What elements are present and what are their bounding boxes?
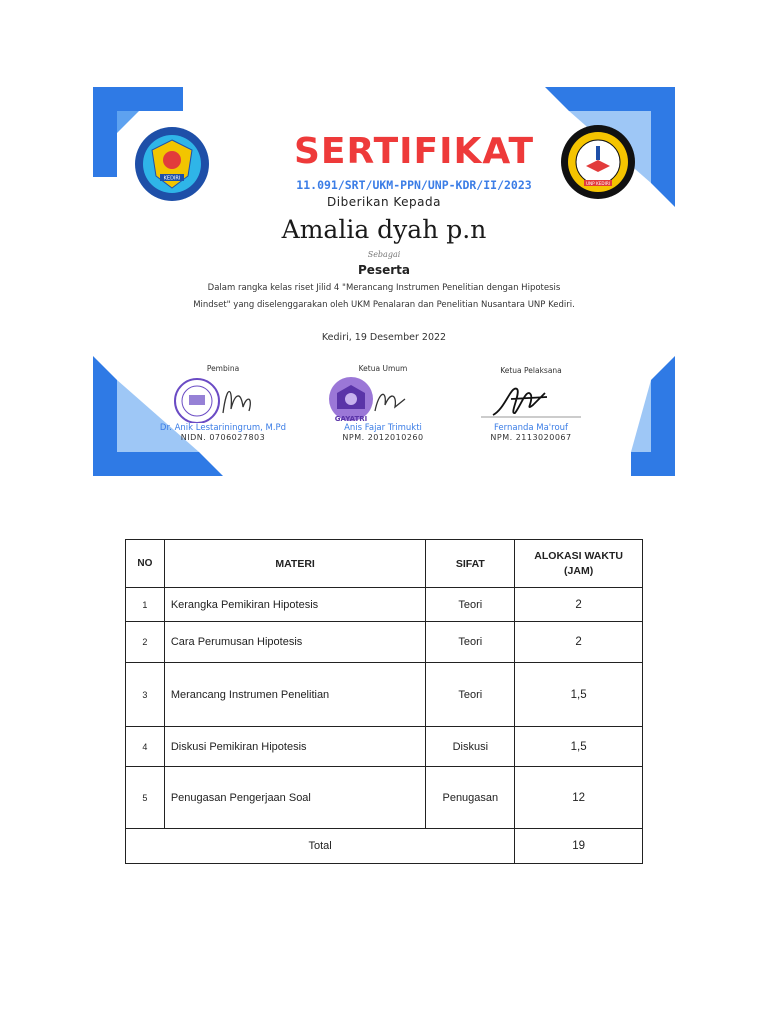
signatory-ketua-pelaksana [471, 366, 591, 442]
certificate-date: Kediri, 19 Desember 2022 [321, 332, 447, 343]
header-sifat: SIFAT [426, 540, 515, 588]
table-row [126, 663, 643, 727]
cell-alokasi: 1,5 [515, 663, 643, 727]
signatory-ketua-umum [313, 364, 453, 442]
header-no: NO [126, 540, 165, 588]
cell-alokasi: 1,5 [515, 727, 643, 767]
recipient-name: Amalia dyah p.n [281, 215, 487, 244]
corner-bottom-right-decoration [631, 356, 675, 476]
signatory-name: Dr. Anik Lestariningrum, M.Pd [159, 423, 287, 433]
logo-right-text: UNP KEDIRI [585, 181, 611, 186]
cell-materi: Kerangka Pemikiran Hipotesis [164, 588, 426, 622]
logo-left-text: KEDIRI [163, 175, 181, 182]
certificate-number: 11.091/SRT/UKM-PPN/UNP-KDR/II/2023 [296, 178, 532, 192]
signatory-name: Fernanda Ma'rouf [493, 423, 569, 433]
table-row [126, 767, 643, 829]
cell-no: 4 [126, 727, 165, 767]
cell-sifat: Teori [426, 663, 515, 727]
header-materi: MATERI [164, 540, 426, 588]
signatory-id: NIDN. 0706027803 [180, 433, 266, 442]
cell-alokasi: 12 [515, 767, 643, 829]
certificate [93, 87, 675, 476]
signature-icon [471, 375, 591, 423]
table-total-row [126, 829, 643, 864]
signatory-title: Ketua Umum [358, 364, 408, 373]
cell-alokasi: 2 [515, 622, 643, 663]
cell-materi: Penugasan Pengerjaan Soal [164, 767, 426, 829]
cell-sifat: Teori [426, 588, 515, 622]
cell-no: 2 [126, 622, 165, 663]
header-alokasi: ALOKASI WAKTU (JAM) [515, 540, 643, 588]
stamp-text: GAYATRI [334, 415, 368, 423]
cell-materi: Merancang Instrumen Penelitian [164, 663, 426, 727]
signatory-name: Anis Fajar Trimukti [344, 423, 422, 433]
table-header-row [126, 540, 643, 588]
signatory-id: NPM. 2113020067 [490, 433, 572, 442]
stamp-icon [313, 373, 453, 423]
schedule-table [125, 539, 643, 864]
cell-sifat: Teori [426, 622, 515, 663]
signatory-title: Ketua Pelaksana [500, 366, 562, 375]
certificate-title: SERTIFIKAT [293, 131, 535, 172]
stamp-icon [153, 373, 293, 423]
certificate-description: Dalam rangka kelas riset Jilid 4 "Merancang Instrumen Penelitian dengan Hipotesis Mindset" yang diselenggarakan oleh UKM Penalaran dan Penelitian Nusantara UNP Kediri. [193, 283, 575, 310]
total-value: 19 [515, 829, 643, 864]
cell-materi: Diskusi Pemikiran Hipotesis [164, 727, 426, 767]
cell-sifat: Diskusi [426, 727, 515, 767]
cell-no: 3 [126, 663, 165, 727]
as-label: Sebagai [367, 250, 401, 259]
participant-role: Peserta [358, 263, 410, 277]
signatory-title: Pembina [206, 364, 240, 373]
cell-sifat: Penugasan [426, 767, 515, 829]
cell-alokasi: 2 [515, 588, 643, 622]
given-to-label: Diberikan Kepada [327, 195, 441, 209]
cell-no: 1 [126, 588, 165, 622]
cell-materi: Cara Perumusan Hipotesis [164, 622, 426, 663]
signatory-id: NPM. 2012010260 [342, 433, 424, 442]
total-label: Total [126, 829, 515, 864]
cell-no: 5 [126, 767, 165, 829]
table-row [126, 588, 643, 622]
table-row [126, 727, 643, 767]
signatory-pembina [153, 364, 293, 442]
table-row [126, 622, 643, 663]
